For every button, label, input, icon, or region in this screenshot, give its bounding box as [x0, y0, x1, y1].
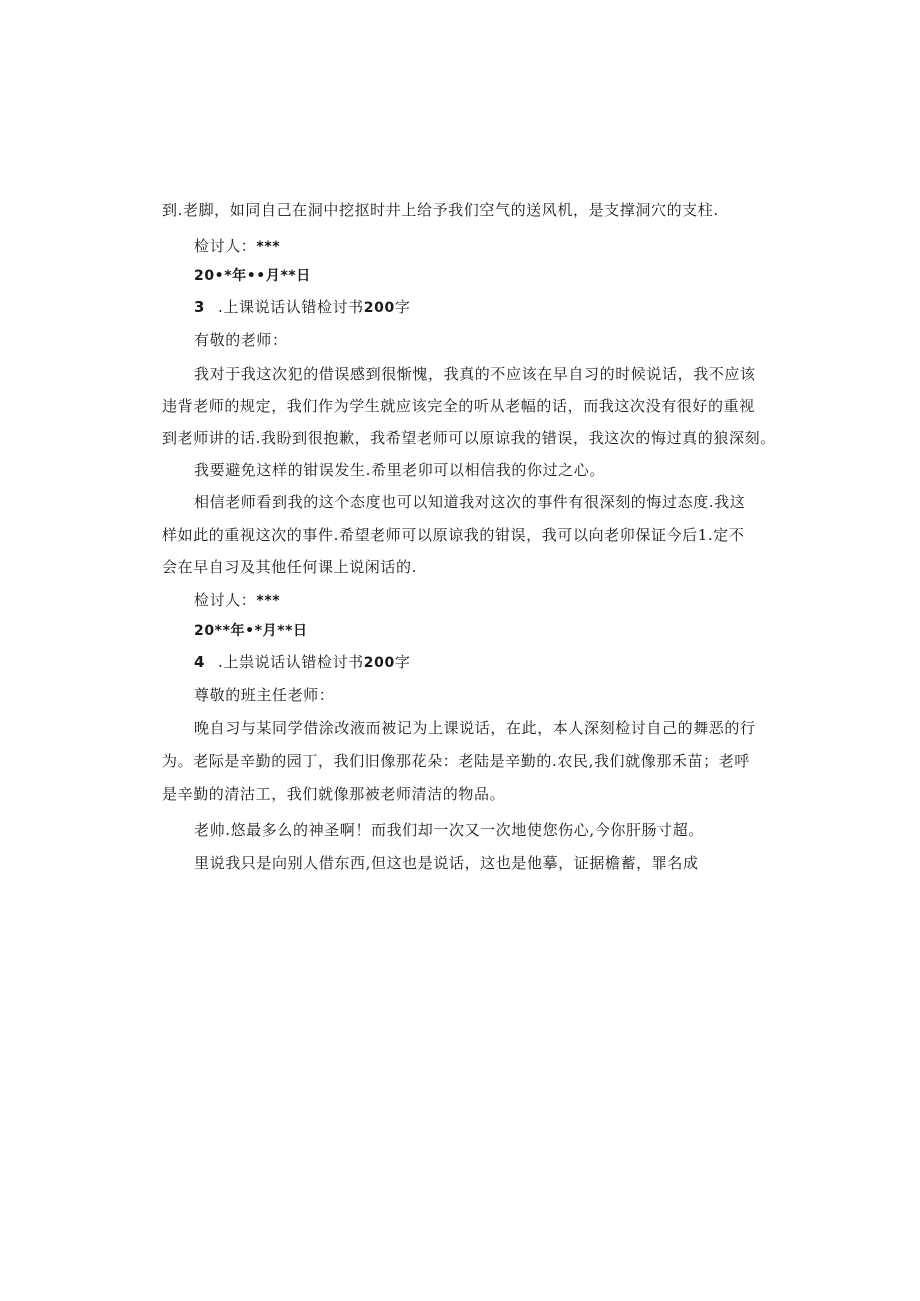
heading-number: 4 — [194, 653, 206, 671]
paragraph-line: 我对于我这次犯的借误感到很惭愧，我真的不应该在早自习的时候说话，我不应该 — [194, 365, 756, 383]
signature-line — [194, 236, 794, 257]
signature-label: 检讨人： — [194, 591, 257, 609]
signature-line — [194, 590, 794, 611]
date-line: 20**年•*月**日 — [194, 623, 308, 639]
heading-unit: 字 — [394, 298, 411, 316]
paragraph-line: 晚自习与某同学借涂改液而被记为上课说话，在此，本人深刻检讨自己的舞恶的行 — [194, 719, 756, 737]
signature-stars: *** — [256, 593, 281, 609]
heading-title: .上祟说话认错检讨书 — [218, 653, 364, 671]
greeting-line: 有敬的老师： — [194, 331, 288, 349]
heading-number: 3 — [194, 298, 206, 316]
paragraph-line: 到.老脚，如同自己在洞中挖抠时井上给予我们空气的送风机，是支撑洞穴的支柱. — [162, 201, 719, 219]
heading-count: 200 — [363, 655, 395, 671]
paragraph-line: 里说我只是向别人借东西,但这也是说话，这也是他摹，证据檐蓄，罪名成 — [194, 854, 699, 872]
paragraph-line: 会在早自习及其他任何课上说闲话的. — [162, 558, 417, 576]
heading-title: .上课说话认错检讨书 — [218, 298, 364, 316]
signature-stars: *** — [256, 239, 281, 255]
paragraph-line: 我要避免这样的钳误发生.希里老卯可以相信我的你过之心。 — [194, 461, 605, 479]
heading-count: 200 — [363, 300, 395, 316]
signature-label: 检讨人： — [194, 237, 257, 255]
section-heading-3 — [194, 297, 794, 318]
date-line: 20•*年••月**日 — [194, 268, 311, 284]
paragraph-line: 到老师讲的话.我盼到很抱歉，我希望老师可以原谅我的错误，我这次的悔过真的狼深刻。 — [162, 429, 776, 447]
paragraph-line: 老帅.悠最多么的神圣啊！而我们却一次又一次地使您伤心,今你肝肠寸超。 — [194, 821, 704, 839]
heading-unit: 字 — [394, 653, 411, 671]
paragraph-line: 违背老师的规定，我们作为学生就应该完全的听从老幅的话，而我这次没有很好的重视 — [162, 397, 755, 415]
paragraph-line: 为。老际是辛勤的园丁，我们旧像那花朵：老陆是辛勤的.农民,我们就像那禾苗；老呼 — [162, 752, 750, 770]
section-heading-4 — [194, 652, 794, 673]
greeting-line: 尊敬的班主任老师： — [194, 686, 335, 704]
paragraph-line: 样如此的重视这次的事件.希望老师可以原谅我的钳误，我可以向老卯保证今后1.定不 — [162, 526, 745, 544]
paragraph-line: 相信老师看到我的这个态度也可以知道我对这次的事件有很深刻的悔过态度.我这 — [194, 493, 746, 511]
paragraph-line: 是辛勤的清沽工，我们就像那被老师清洁的物品。 — [162, 785, 506, 803]
